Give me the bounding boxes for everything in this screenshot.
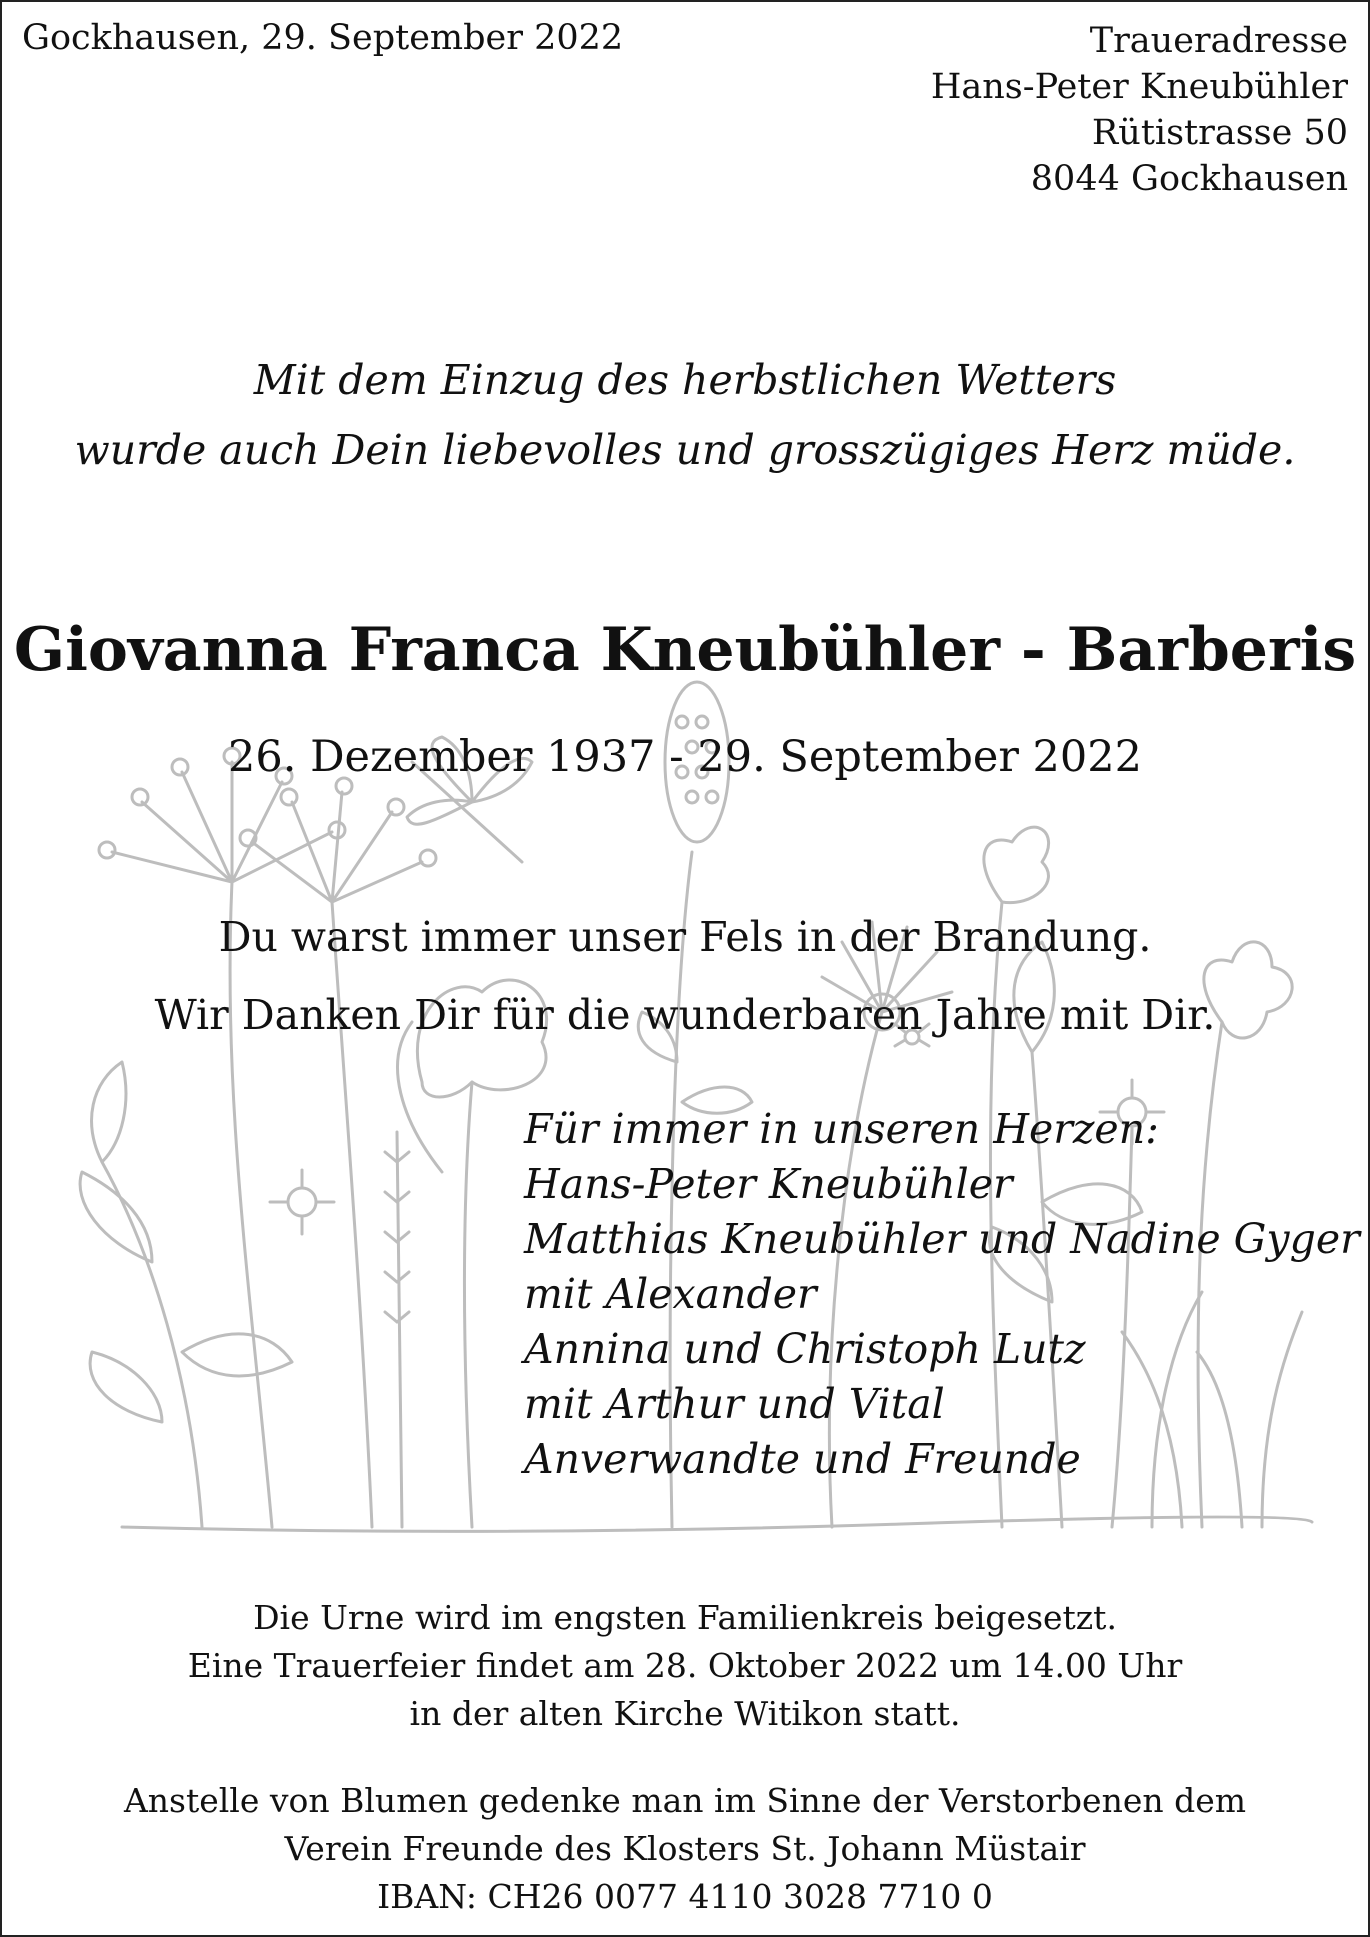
place-date: Gockhausen, 29. September 2022 — [22, 18, 624, 58]
verse-line-2: wurde auch Dein liebevolles und grosszügiges Herz müde. — [74, 426, 1296, 474]
tribute-line-1: Du warst immer unser Fels in der Brandung. — [218, 913, 1152, 961]
mourner-line: Annina und Christoph Lutz — [524, 1325, 1086, 1373]
verse-line-1: Mit dem Einzug des herbstlichen Wetters — [253, 356, 1117, 404]
address-name: Hans-Peter Kneubühler — [930, 67, 1348, 107]
ceremony-line-3: in der alten Kirche Witikon statt. — [409, 1694, 961, 1733]
mourners-list — [524, 1102, 1360, 1487]
address-street: Rütistrasse 50 — [1091, 113, 1348, 153]
ceremony-info — [2, 1594, 1368, 1738]
donation-line-1: Anstelle von Blumen gedenke man im Sinne der Verstorbenen dem — [123, 1781, 1247, 1820]
mourning-address — [931, 18, 1348, 202]
mourners-intro: Für immer in unseren Herzen: — [524, 1105, 1159, 1153]
mourner-line: Anverwandte und Freunde — [524, 1435, 1081, 1483]
ceremony-line-1: Die Urne wird im engsten Familienkreis beigesetzt. — [253, 1598, 1117, 1637]
mourner-line: mit Alexander — [524, 1270, 817, 1318]
address-label: Traueradresse — [1089, 21, 1348, 61]
tribute — [2, 898, 1368, 1054]
donation-line-2: Verein Freunde des Klosters St. Johann Müstair — [284, 1829, 1086, 1868]
deceased-name: Giovanna Franca Kneubühler - Barberis — [13, 615, 1357, 685]
address-city: 8044 Gockhausen — [1030, 159, 1348, 199]
donation-iban: IBAN: CH26 0077 4110 3028 7710 0 — [377, 1877, 993, 1916]
life-dates: 26. Dezember 1937 - 29. September 2022 — [228, 732, 1142, 782]
donation-info — [2, 1777, 1368, 1921]
verse — [2, 345, 1368, 485]
tribute-line-2: Wir Danken Dir für die wunderbaren Jahre mit Dir. — [154, 991, 1216, 1039]
mourner-line: mit Arthur und Vital — [524, 1380, 945, 1428]
ceremony-line-2: Eine Trauerfeier findet am 28. Oktober 2022 um 14.00 Uhr — [187, 1646, 1183, 1685]
mourner-line: Matthias Kneubühler und Nadine Gyger — [524, 1215, 1360, 1263]
mourner-line: Hans-Peter Kneubühler — [524, 1160, 1013, 1208]
